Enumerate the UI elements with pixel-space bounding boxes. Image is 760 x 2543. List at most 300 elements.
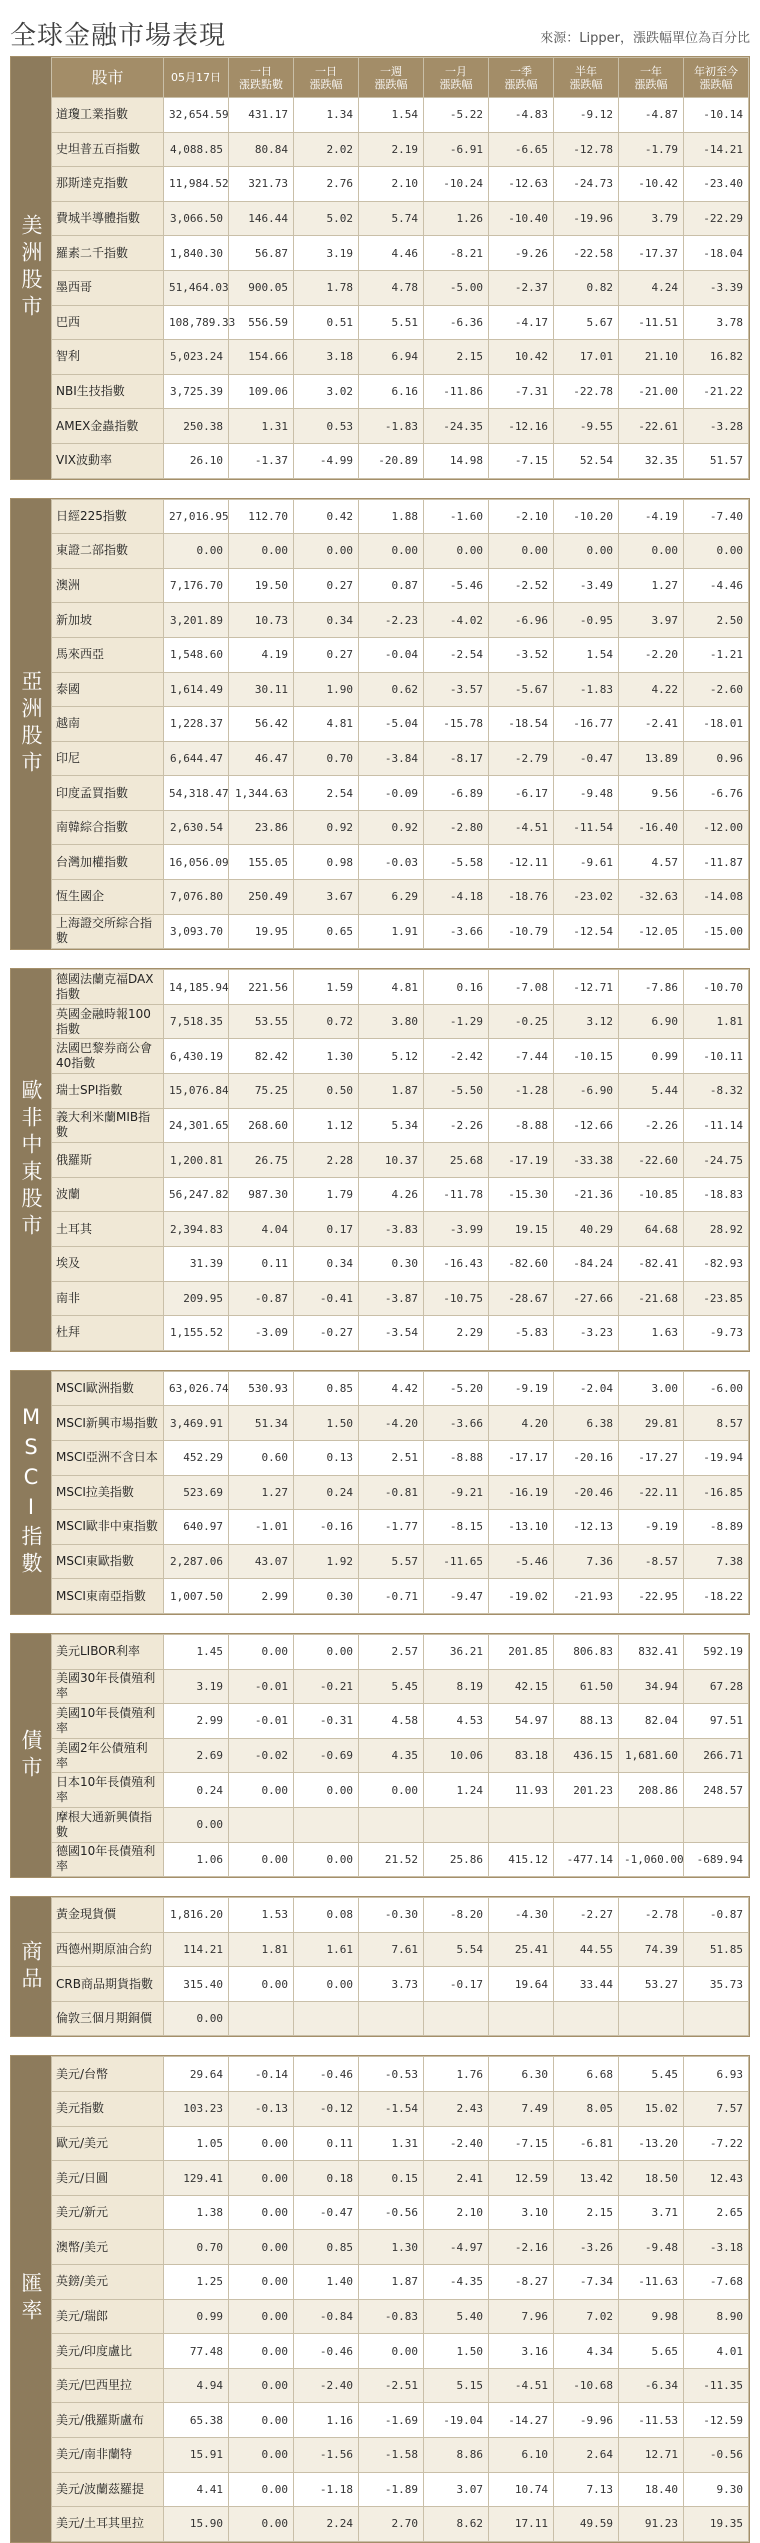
table-row	[52, 1634, 749, 1669]
table-header-row	[52, 58, 749, 98]
row-value: 1.31	[359, 2126, 424, 2161]
row-value: 3.07	[424, 2472, 489, 2507]
row-value	[424, 1807, 489, 1842]
row-value: -3.99	[424, 1212, 489, 1247]
row-value: -7.15	[489, 2126, 554, 2161]
row-value: 221.56	[229, 970, 294, 1005]
row-value: 8.62	[424, 2507, 489, 2542]
row-value: 0.27	[294, 568, 359, 603]
row-value: 0.62	[359, 672, 424, 707]
row-name: CRB商品期貨指數	[52, 1967, 164, 2002]
row-value: 1.50	[424, 2334, 489, 2369]
row-value: -0.56	[359, 2195, 424, 2230]
row-value: 0.34	[294, 1247, 359, 1282]
row-value: -18.76	[489, 880, 554, 915]
row-name: 倫敦三個月期銅價	[52, 2001, 164, 2036]
row-value: 0.00	[554, 534, 619, 569]
row-value: -4.46	[684, 568, 749, 603]
row-value: -1.21	[684, 637, 749, 672]
table-row	[52, 2161, 749, 2196]
section-label: 美洲股市	[19, 213, 43, 322]
row-value: 0.70	[294, 741, 359, 776]
row-value: 1,840.30	[164, 236, 229, 271]
row-value: 15.90	[164, 2507, 229, 2542]
row-value: -24.73	[554, 167, 619, 202]
market-section	[10, 1370, 750, 1615]
row-value: 0.00	[489, 534, 554, 569]
row-value: -6.96	[489, 603, 554, 638]
row-value: 1.30	[294, 1039, 359, 1074]
row-value: 8.19	[424, 1669, 489, 1704]
row-value: -5.46	[424, 568, 489, 603]
row-value: -12.00	[684, 810, 749, 845]
row-value: 900.05	[229, 270, 294, 305]
row-value: -28.67	[489, 1281, 554, 1316]
row-value: -6.81	[554, 2126, 619, 2161]
column-header: 05月17日	[164, 58, 229, 98]
row-value: 0.00	[294, 534, 359, 569]
row-value: -9.48	[554, 776, 619, 811]
row-value: -8.32	[684, 1074, 749, 1109]
row-value: 1.87	[359, 2265, 424, 2300]
row-value: -0.17	[424, 1967, 489, 2002]
table-row	[52, 914, 749, 949]
row-value: 6.94	[359, 340, 424, 375]
row-value: 0.00	[229, 2126, 294, 2161]
table-row	[52, 2195, 749, 2230]
row-value: 7.13	[554, 2472, 619, 2507]
row-value: -5.46	[489, 1544, 554, 1579]
row-value: 5.57	[359, 1544, 424, 1579]
market-table	[51, 1371, 749, 1614]
row-name: 越南	[52, 707, 164, 742]
row-value: 5.45	[619, 2057, 684, 2092]
table-row	[52, 1247, 749, 1282]
row-value: 201.85	[489, 1634, 554, 1669]
row-value: -5.67	[489, 672, 554, 707]
row-name: NBI生技指數	[52, 374, 164, 409]
row-value: 0.00	[229, 2230, 294, 2265]
table-row	[52, 1807, 749, 1842]
row-value: 0.00	[229, 2403, 294, 2438]
table-row	[52, 568, 749, 603]
row-value: 88.13	[554, 1704, 619, 1739]
market-table	[51, 499, 749, 950]
row-value: 4.04	[229, 1212, 294, 1247]
row-value: 7,518.35	[164, 1004, 229, 1039]
row-value: 16.82	[684, 340, 749, 375]
row-value: -0.46	[294, 2334, 359, 2369]
row-value: 1.38	[164, 2195, 229, 2230]
row-value: -4.30	[489, 1898, 554, 1933]
column-header: 一年 漲跌幅	[619, 58, 684, 98]
row-value: 0.15	[359, 2161, 424, 2196]
row-value: 0.34	[294, 603, 359, 638]
row-value: 5.67	[554, 305, 619, 340]
row-value: -11.53	[619, 2403, 684, 2438]
row-value: 6.10	[489, 2438, 554, 2473]
section-label: 匯率	[19, 2272, 43, 2327]
row-value: 33.44	[554, 1967, 619, 2002]
table-row	[52, 1212, 749, 1247]
row-value: 10.74	[489, 2472, 554, 2507]
market-section	[10, 1633, 750, 1878]
row-value: 0.00	[229, 2507, 294, 2542]
row-value: 61.50	[554, 1669, 619, 1704]
row-name: 恆生國企	[52, 880, 164, 915]
row-name: 馬來西亞	[52, 637, 164, 672]
row-value: 21.52	[359, 1842, 424, 1877]
table-row	[52, 340, 749, 375]
row-value: -12.13	[554, 1510, 619, 1545]
row-value: -11.87	[684, 845, 749, 880]
row-value: 2.19	[359, 132, 424, 167]
section-sidebar	[11, 499, 51, 950]
table-row	[52, 499, 749, 534]
row-value: 1.24	[424, 1773, 489, 1808]
row-value: 25.86	[424, 1842, 489, 1877]
row-value: -1.56	[294, 2438, 359, 2473]
row-value: 2.65	[684, 2195, 749, 2230]
row-value: 1.27	[619, 568, 684, 603]
row-value: 7.96	[489, 2299, 554, 2334]
table-row	[52, 880, 749, 915]
row-value: 56.87	[229, 236, 294, 271]
market-table	[51, 1634, 749, 1877]
row-name: 那斯達克指數	[52, 167, 164, 202]
row-value: 452.29	[164, 1440, 229, 1475]
row-value: 4.42	[359, 1371, 424, 1406]
row-value: -24.35	[424, 409, 489, 444]
row-value: -7.40	[684, 499, 749, 534]
row-value: -12.71	[554, 970, 619, 1005]
row-value	[489, 2001, 554, 2036]
row-value: 10.42	[489, 340, 554, 375]
row-value: 54,318.47	[164, 776, 229, 811]
row-value: -24.75	[684, 1143, 749, 1178]
row-value: 1.61	[294, 1932, 359, 1967]
row-value: 112.70	[229, 499, 294, 534]
row-value: 35.73	[684, 1967, 749, 2002]
row-name: 土耳其	[52, 1212, 164, 1247]
row-value: 114.21	[164, 1932, 229, 1967]
row-value: 0.85	[294, 2230, 359, 2265]
column-header: 一月 漲跌幅	[424, 58, 489, 98]
row-value: 4.94	[164, 2368, 229, 2403]
market-section	[10, 2055, 750, 2542]
row-value: 7.02	[554, 2299, 619, 2334]
row-value: 7.38	[684, 1544, 749, 1579]
column-header: 半年 漲跌幅	[554, 58, 619, 98]
row-value: -20.16	[554, 1440, 619, 1475]
row-value: 42.15	[489, 1669, 554, 1704]
row-value: -1.60	[424, 499, 489, 534]
row-value: 91.23	[619, 2507, 684, 2542]
row-value: 0.00	[294, 1634, 359, 1669]
row-value: 7.49	[489, 2092, 554, 2127]
row-value: -17.19	[489, 1143, 554, 1178]
row-value: 3,093.70	[164, 914, 229, 949]
table-row	[52, 2001, 749, 2036]
row-value: 5.45	[359, 1669, 424, 1704]
row-value: 29.81	[619, 1406, 684, 1441]
row-value: 0.11	[229, 1247, 294, 1282]
row-value: -22.60	[619, 1143, 684, 1178]
row-value: -10.42	[619, 167, 684, 202]
row-value: -19.96	[554, 201, 619, 236]
row-name: 印尼	[52, 741, 164, 776]
row-value: -0.25	[489, 1004, 554, 1039]
row-value: -10.15	[554, 1039, 619, 1074]
row-value: 46.47	[229, 741, 294, 776]
row-value: 806.83	[554, 1634, 619, 1669]
row-value: 8.90	[684, 2299, 749, 2334]
row-value: 1,200.81	[164, 1143, 229, 1178]
row-value: -0.56	[684, 2438, 749, 2473]
row-value: 10.37	[359, 1143, 424, 1178]
row-value: 6.16	[359, 374, 424, 409]
row-name: 澳洲	[52, 568, 164, 603]
row-value: -10.11	[684, 1039, 749, 1074]
row-value: 3.12	[554, 1004, 619, 1039]
row-value: 12.71	[619, 2438, 684, 2473]
row-value: -5.83	[489, 1316, 554, 1351]
row-value: -5.58	[424, 845, 489, 880]
table-row	[52, 1143, 749, 1178]
row-value: -2.60	[684, 672, 749, 707]
row-value: -0.16	[294, 1510, 359, 1545]
row-value: -0.12	[294, 2092, 359, 2127]
row-value: -11.63	[619, 2265, 684, 2300]
row-value: 11.93	[489, 1773, 554, 1808]
row-value: -12.16	[489, 409, 554, 444]
row-value: 14,185.94	[164, 970, 229, 1005]
source-note: 來源：Lipper，漲跌幅單位為百分比	[540, 31, 750, 46]
row-value: 21.10	[619, 340, 684, 375]
row-value: 1.26	[424, 201, 489, 236]
row-name: 德國法蘭克福DAX指數	[52, 970, 164, 1005]
row-value: 51.57	[684, 443, 749, 478]
section-sidebar	[11, 1897, 51, 2036]
row-value	[359, 2001, 424, 2036]
row-value: -17.37	[619, 236, 684, 271]
row-value: 0.27	[294, 637, 359, 672]
row-value: 7.61	[359, 1932, 424, 1967]
section-sidebar	[11, 2056, 51, 2541]
row-value	[554, 2001, 619, 2036]
row-value: 10.73	[229, 603, 294, 638]
row-value: 155.05	[229, 845, 294, 880]
table-row	[52, 1039, 749, 1074]
row-value: 1.27	[229, 1475, 294, 1510]
row-value: 97.51	[684, 1704, 749, 1739]
row-value: 74.39	[619, 1932, 684, 1967]
row-value: 0.53	[294, 409, 359, 444]
row-value	[359, 1807, 424, 1842]
table-row	[52, 2299, 749, 2334]
row-value: 3.97	[619, 603, 684, 638]
row-value: 1,548.60	[164, 637, 229, 672]
row-value: -3.66	[424, 914, 489, 949]
table-row	[52, 1579, 749, 1614]
row-value: 54.97	[489, 1704, 554, 1739]
row-value: 36.21	[424, 1634, 489, 1669]
row-value: 2.24	[294, 2507, 359, 2542]
row-value: -16.40	[619, 810, 684, 845]
row-value: 15,076.84	[164, 1074, 229, 1109]
row-value: -9.96	[554, 2403, 619, 2438]
row-value: -2.54	[424, 637, 489, 672]
row-value: 25.41	[489, 1932, 554, 1967]
row-value: -4.18	[424, 880, 489, 915]
row-value: 4.01	[684, 2334, 749, 2369]
row-value: 1.90	[294, 672, 359, 707]
report-header	[10, 8, 750, 52]
row-value: 250.49	[229, 880, 294, 915]
row-name: 東證二部指數	[52, 534, 164, 569]
row-value: -8.20	[424, 1898, 489, 1933]
table-row	[52, 443, 749, 478]
row-value: -16.43	[424, 1247, 489, 1282]
row-value: 19.35	[684, 2507, 749, 2542]
row-value: 4.35	[359, 1738, 424, 1773]
section-sidebar	[11, 57, 51, 479]
row-value: -5.22	[424, 98, 489, 133]
row-value: -0.01	[229, 1669, 294, 1704]
row-value: 2.43	[424, 2092, 489, 2127]
row-name: 英鎊/美元	[52, 2265, 164, 2300]
row-value: 0.00	[229, 2161, 294, 2196]
row-value: 5.15	[424, 2368, 489, 2403]
row-value: 556.59	[229, 305, 294, 340]
row-value: 0.24	[164, 1773, 229, 1808]
row-value: -0.14	[229, 2057, 294, 2092]
row-name: 美元/南非蘭特	[52, 2438, 164, 2473]
table-row	[52, 603, 749, 638]
row-value: -16.85	[684, 1475, 749, 1510]
row-value: -22.95	[619, 1579, 684, 1614]
row-value: 201.23	[554, 1773, 619, 1808]
row-value: -4.02	[424, 603, 489, 638]
row-value: 2.76	[294, 167, 359, 202]
row-value: 832.41	[619, 1634, 684, 1669]
table-row	[52, 374, 749, 409]
row-name: 羅素二千指數	[52, 236, 164, 271]
row-value: 25.68	[424, 1143, 489, 1178]
row-value: 0.00	[229, 1634, 294, 1669]
row-value: 1.53	[229, 1898, 294, 1933]
row-value: -10.20	[554, 499, 619, 534]
row-value: 5.74	[359, 201, 424, 236]
row-name: 澳幣/美元	[52, 2230, 164, 2265]
row-name: 日本10年長債殖利率	[52, 1773, 164, 1808]
row-value: -14.08	[684, 880, 749, 915]
row-value: 0.00	[229, 2195, 294, 2230]
row-value: 9.30	[684, 2472, 749, 2507]
row-value: -0.53	[359, 2057, 424, 2092]
market-section	[10, 56, 750, 480]
row-name: 德國10年長債殖利率	[52, 1842, 164, 1877]
row-name: 杜拜	[52, 1316, 164, 1351]
row-value: -15.78	[424, 707, 489, 742]
row-value: 2.10	[359, 167, 424, 202]
row-value: -15.00	[684, 914, 749, 949]
section-label: 歐非中東股市	[19, 1079, 43, 1242]
row-value: -2.27	[554, 1898, 619, 1933]
row-value: 1.50	[294, 1406, 359, 1441]
row-value: -1,060.00	[619, 1842, 684, 1877]
row-value: -82.41	[619, 1247, 684, 1282]
row-value: 44.55	[554, 1932, 619, 1967]
row-value: -84.24	[554, 1247, 619, 1282]
row-value: -5.50	[424, 1074, 489, 1109]
row-value: 0.96	[684, 741, 749, 776]
row-value: 4.20	[489, 1406, 554, 1441]
row-name: 美元/俄羅斯盧布	[52, 2403, 164, 2438]
table-row	[52, 2438, 749, 2473]
row-value: 0.00	[229, 2334, 294, 2369]
row-value: -2.79	[489, 741, 554, 776]
table-row	[52, 1932, 749, 1967]
row-value: -11.86	[424, 374, 489, 409]
row-value: 1,681.60	[619, 1738, 684, 1773]
row-name: MSCI東南亞指數	[52, 1579, 164, 1614]
row-value: -3.87	[359, 1281, 424, 1316]
row-value: 67.28	[684, 1669, 749, 1704]
table-row	[52, 776, 749, 811]
row-value: -3.26	[554, 2230, 619, 2265]
row-value: 2.29	[424, 1316, 489, 1351]
row-value: -19.04	[424, 2403, 489, 2438]
row-value: 0.00	[229, 1773, 294, 1808]
row-value: 10.06	[424, 1738, 489, 1773]
row-value: -1.79	[619, 132, 684, 167]
row-value: -7.34	[554, 2265, 619, 2300]
row-name: 新加坡	[52, 603, 164, 638]
row-value: 3.79	[619, 201, 684, 236]
row-value: 65.38	[164, 2403, 229, 2438]
row-value: 1.06	[164, 1842, 229, 1877]
row-value: 15.91	[164, 2438, 229, 2473]
section-label: 亞洲股市	[19, 669, 43, 778]
row-value: 1.25	[164, 2265, 229, 2300]
row-value: 13.42	[554, 2161, 619, 2196]
row-value: -3.66	[424, 1406, 489, 1441]
row-value: -3.54	[359, 1316, 424, 1351]
row-value: -0.87	[684, 1898, 749, 1933]
row-value: 0.00	[164, 1807, 229, 1842]
row-value: -2.26	[424, 1108, 489, 1143]
row-value: 1.40	[294, 2265, 359, 2300]
row-value: 7.57	[684, 2092, 749, 2127]
row-value	[424, 2001, 489, 2036]
row-value: -9.61	[554, 845, 619, 880]
table-row	[52, 810, 749, 845]
section-sidebar	[11, 969, 51, 1351]
market-table	[51, 2056, 749, 2541]
row-value: 103.23	[164, 2092, 229, 2127]
row-value: -4.97	[424, 2230, 489, 2265]
row-value: -22.29	[684, 201, 749, 236]
row-value: 3.78	[684, 305, 749, 340]
row-value: 109.06	[229, 374, 294, 409]
row-value: -10.75	[424, 1281, 489, 1316]
row-value: -6.65	[489, 132, 554, 167]
row-value: -23.40	[684, 167, 749, 202]
row-value: 1.54	[554, 637, 619, 672]
row-value: -6.00	[684, 1371, 749, 1406]
row-value: -19.02	[489, 1579, 554, 1614]
